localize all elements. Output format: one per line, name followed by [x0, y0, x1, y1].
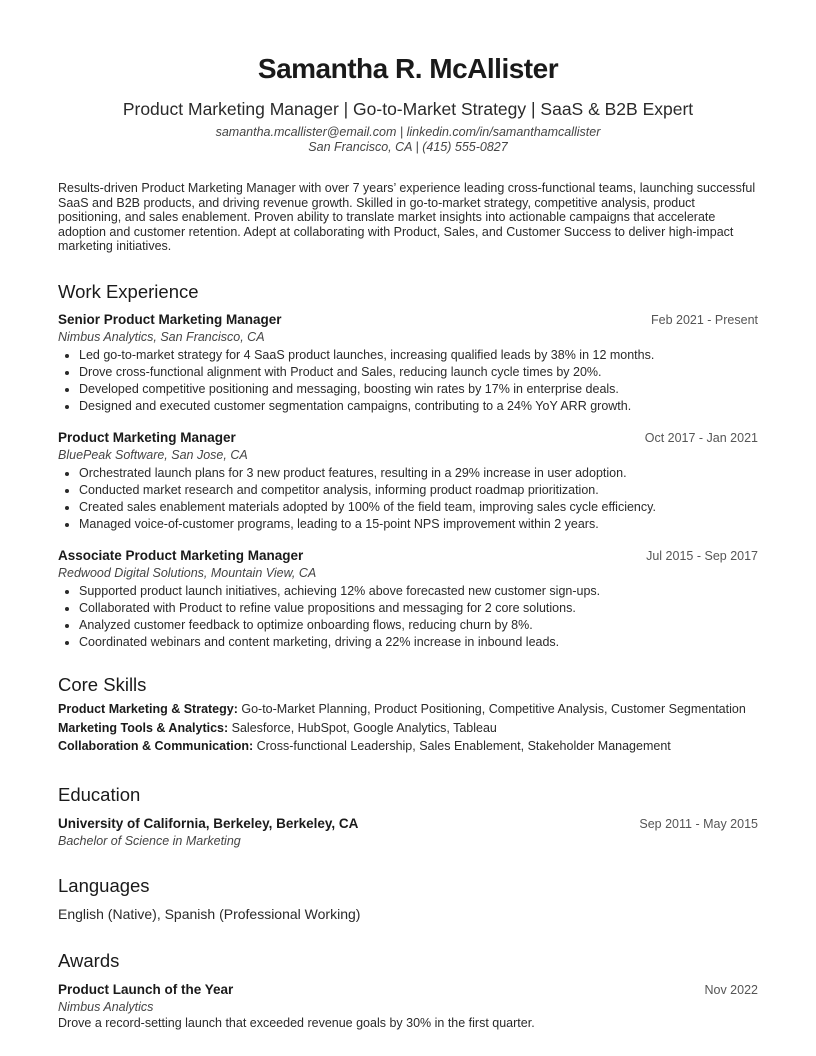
skill-group	[58, 739, 758, 754]
job-bullet: • Collaborated with Product to refine value propositions and messaging for 2 core solutions.	[79, 600, 758, 617]
skill-group-label: Product Marketing & Strategy:	[58, 701, 238, 716]
job-bullet: • Managed voice-of-customer programs, leading to a 15-point NPS improvement within 2 years.	[79, 516, 758, 533]
award-date: Nov 2022	[704, 982, 758, 997]
job-bullet: • Developed competitive positioning and messaging, boosting win rates by 17% in enterprise deals.	[79, 381, 758, 398]
award-description: Drove a record-setting launch that exceeded revenue goals by 30% in the first quarter.	[58, 1015, 535, 1030]
job-dates: Feb 2021 - Present	[650, 312, 758, 327]
job-bullet: • Conducted market research and competitor analysis, informing product roadmap prioritization.	[79, 482, 758, 499]
section-title-education: Education	[58, 783, 141, 805]
professional-tagline: Product Marketing Manager | Go-to-Market Strategy | SaaS & B2B Expert	[122, 99, 694, 119]
job-entry	[58, 311, 758, 415]
candidate-name: Samantha R. McAllister	[257, 53, 559, 84]
award-organization: Nimbus Analytics	[58, 999, 154, 1014]
job-bullets	[58, 347, 758, 415]
section-title-skills: Core Skills	[58, 673, 147, 695]
skill-group-value: Cross-functional Leadership, Sales Enablement, Stakeholder Management	[253, 739, 671, 754]
degree: Bachelor of Science in Marketing	[58, 833, 241, 848]
education-dates: Sep 2011 - May 2015	[639, 816, 758, 831]
job-bullet: • Orchestrated launch plans for 3 new product features, resulting in a 29% increase in user adoption.	[79, 465, 758, 482]
job-bullets	[58, 583, 758, 651]
awards-section	[58, 950, 758, 1031]
education-section	[58, 784, 758, 850]
section-title-work: Work Experience	[58, 280, 199, 302]
job-bullet: • Drove cross-functional alignment with Product and Sales, reducing launch cycle times by 20%.	[79, 364, 758, 381]
contact-info	[58, 125, 758, 155]
section-title-languages: Languages	[58, 874, 150, 896]
job-entry	[58, 429, 758, 533]
skill-group-label: Collaboration & Communication:	[58, 739, 254, 754]
job-company: BluePeak Software, San Jose, CA	[58, 447, 248, 462]
section-title-awards: Awards	[58, 949, 120, 971]
job-company: Redwood Digital Solutions, Mountain View, CA	[58, 565, 317, 580]
job-bullet: • Supported product launch initiatives, achieving 12% above forecasted new customer sign-ups.	[79, 583, 758, 600]
job-company: Nimbus Analytics, San Francisco, CA	[58, 329, 265, 344]
languages-list: English (Native), Spanish (Professional Working)	[58, 905, 361, 922]
skill-group-label: Marketing Tools & Analytics:	[58, 720, 229, 735]
job-title: Senior Product Marketing Manager	[58, 311, 282, 327]
professional-summary: Results-driven Product Marketing Manager with over 7 years’ experience leading cross-functional teams, launching successful SaaS and B2B products, and driving revenue growth. Skilled in go-to-market strategy, competitive analysis, product positioning, and sales enablement. Proven ability to translate market insights into actionable campaigns that accelerate adoption and customer retention. Adept at collaborating with Product, Sales, and Customer Success to deliver high-impact marketing initiatives.	[58, 181, 756, 254]
job-bullet: • Analyzed customer feedback to optimize onboarding flows, reducing churn by 8%.	[79, 617, 758, 634]
job-dates: Jul 2015 - Sep 2017	[646, 548, 758, 563]
resume-header	[58, 0, 758, 155]
job-title: Associate Product Marketing Manager	[58, 547, 304, 563]
job-bullet: • Led go-to-market strategy for 4 SaaS product launches, increasing qualified leads by 38% in 12 months.	[79, 347, 758, 364]
award-name: Product Launch of the Year	[58, 981, 234, 997]
work-experience-section	[58, 281, 758, 651]
job-bullet: • Designed and executed customer segmentation campaigns, contributing to a 24% YoY ARR growth.	[79, 398, 758, 415]
core-skills-section	[58, 674, 758, 754]
job-bullet: • Created sales enablement materials adopted by 100% of the field team, improving sales cycle efficiency.	[79, 499, 758, 516]
school-name: University of California, Berkeley, Berkeley, CA	[58, 815, 359, 831]
skill-group	[58, 721, 758, 736]
skill-group-value: Go-to-Market Planning, Product Positioning, Competitive Analysis, Customer Segmentation	[237, 701, 746, 716]
contact-location-phone: San Francisco, CA | (415) 555-0827	[308, 140, 508, 154]
job-title: Product Marketing Manager	[58, 429, 236, 445]
skill-group	[58, 702, 758, 717]
languages-section	[58, 875, 758, 923]
skill-group-value: Salesforce, HubSpot, Google Analytics, Tableau	[228, 720, 497, 735]
contact-email-linkedin: samantha.mcallister@email.com | linkedin.com/in/samanthamcallister	[215, 125, 601, 139]
job-dates: Oct 2017 - Jan 2021	[644, 430, 758, 445]
job-entry	[58, 547, 758, 651]
job-bullet: • Coordinated webinars and content marketing, driving a 22% increase in inbound leads.	[79, 634, 758, 651]
job-bullets	[58, 465, 758, 533]
